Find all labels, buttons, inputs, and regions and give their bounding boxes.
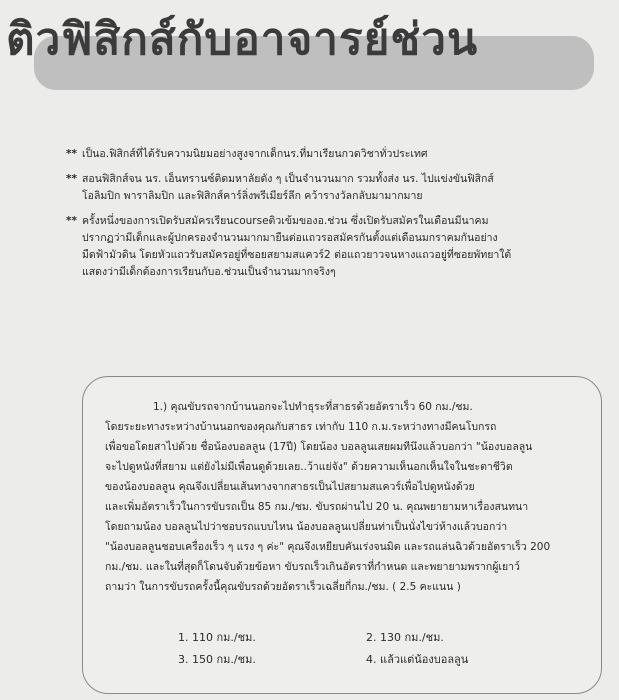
question-line: เพื่อขอโดยสาไปด้วย ชื่อน้องบอลลูน (17ปี) โดยน้อง บอลลูนเสยผมทีนึงแล้วบอกว่า "น้องบอลลูน — [105, 441, 533, 453]
note-marker: ** — [66, 148, 77, 160]
choice-2[interactable]: 2. 130 กม./ชม. — [366, 631, 444, 644]
question-line: ของน้องบอลลูน คุณจึงเปลี่ยนเส้นทางจากสาธรเป็นไปสยามสแควร์เพื่อไปดูหนังด้วย — [105, 481, 475, 493]
note-line: สอนฟิสิกส์จน นร. เอ็นทรานซ์ติดมหาลัยดัง ๆ เป็นจำนวนมาก รวมทั้งส่ง นร. ไปแข่งขันฟิสิกส์ — [82, 173, 494, 185]
note-line: มืดฟ้ามัวดิน โดยหัวแถวรับสมัครอยู่ที่ซอยสยามสแควร์2 ต่อแถวยาวจนหางแถวอยู่ที่ซอยพัทยาใต้ — [82, 249, 512, 261]
note-line: ปรากฏว่ามีเด็กและผู้ปกครองจำนวนมากมายืนต่อแถวรอสมัครกันตั้งแต่เดือนมกราคมกันอย่าง — [82, 232, 498, 244]
question-line: โดยถามน้อง บอลลูนไปว่าชอบรถแบบไหน น้องบอลลูนเปลี่ยนท่าเป็นนั่งไขว่ห้างแล้วบอกว่า — [105, 521, 508, 533]
notes-section — [66, 146, 571, 289]
question-line: โดยระยะทางระหว่างบ้านนอกของคุณกับสาธร เท่ากับ 110 ก.ม.ระหว่างทางมีคนโบกรถ — [105, 421, 497, 433]
note-line: โอลิมปิก พาราลิมปิก และฟิสิกส์คาร์ลิ่งพรีเมียร์ลีก คว้ารางวัลกลับมามากมาย — [82, 190, 423, 202]
note-item — [66, 171, 571, 205]
question-box — [82, 376, 602, 694]
note-marker: ** — [66, 173, 77, 185]
note-line: เป็นอ.ฟิสิกส์ที่ได้รับความนิยมอย่างสูงจากเด็กนร.ที่มาเรียนกวดวิชาทั่วประเทศ — [82, 148, 428, 160]
question-line: ถามว่า ในการขับรถครั้งนี้คุณขับรถด้วยอัตราเร็วเฉลี่ยกี่กม./ชม. ( 2.5 คะแนน ) — [105, 581, 461, 593]
question-line: กม./ชม. และในที่สุดก็โดนจับด้วยข้อหา ขับรถเร็วเกินอัตราที่กำหนด และพยายามพรากผู้เยาว์ — [105, 561, 520, 573]
question-line: "น้องบอลลูนชอบเครื่องเร็ว ๆ แรง ๆ ค่ะ" คุณจึงเหยียบคันเร่งจนมิด และรถแล่นฉิวด้วยอัตราเร็ว 200 — [105, 541, 551, 553]
question-line: 1.) คุณขับรถจากบ้านนอกจะไปทำธุระที่สาธรด้วยอัตราเร็ว 60 กม./ชม. — [153, 401, 473, 413]
choice-4[interactable]: 4. แล้วแต่น้องบอลลูน — [366, 653, 469, 666]
choice-3[interactable]: 3. 150 กม./ชม. — [178, 653, 256, 666]
note-item — [66, 146, 571, 163]
choice-1[interactable]: 1. 110 กม./ชม. — [178, 631, 256, 644]
page-title: ติวฟิสิกส์กับอาจารย์ช่วน — [6, 14, 479, 65]
question-line: จะไปดูหนังที่สยาม แต่ยังไม่มีเพื่อนดูด้วยเลย..ว้าแย่จัง" ด้วยความเห็นอกเห็นใจในชะตาชีวิต — [105, 461, 513, 473]
note-item — [66, 213, 571, 281]
question-text — [105, 397, 595, 597]
question-line: และเพิ่มอัตราเร็วในการขับรถเป็น 85 กม./ชม. ขับรถผ่านไป 20 น. คุณพยายามหาเรื่องสนทนา — [105, 501, 529, 513]
note-marker: ** — [66, 215, 77, 227]
note-line: แสดงว่ามีเด็กต้องการเรียนกับอ.ช่วนเป็นจำนวนมากจริงๆ — [82, 266, 336, 278]
note-line: ครั้งหนึ่งของการเปิดรับสมัครเรียนcourseติวเข้มของอ.ช่วน ซึ่งเปิดรับสมัครในเดือนมีนาคม — [82, 215, 489, 227]
